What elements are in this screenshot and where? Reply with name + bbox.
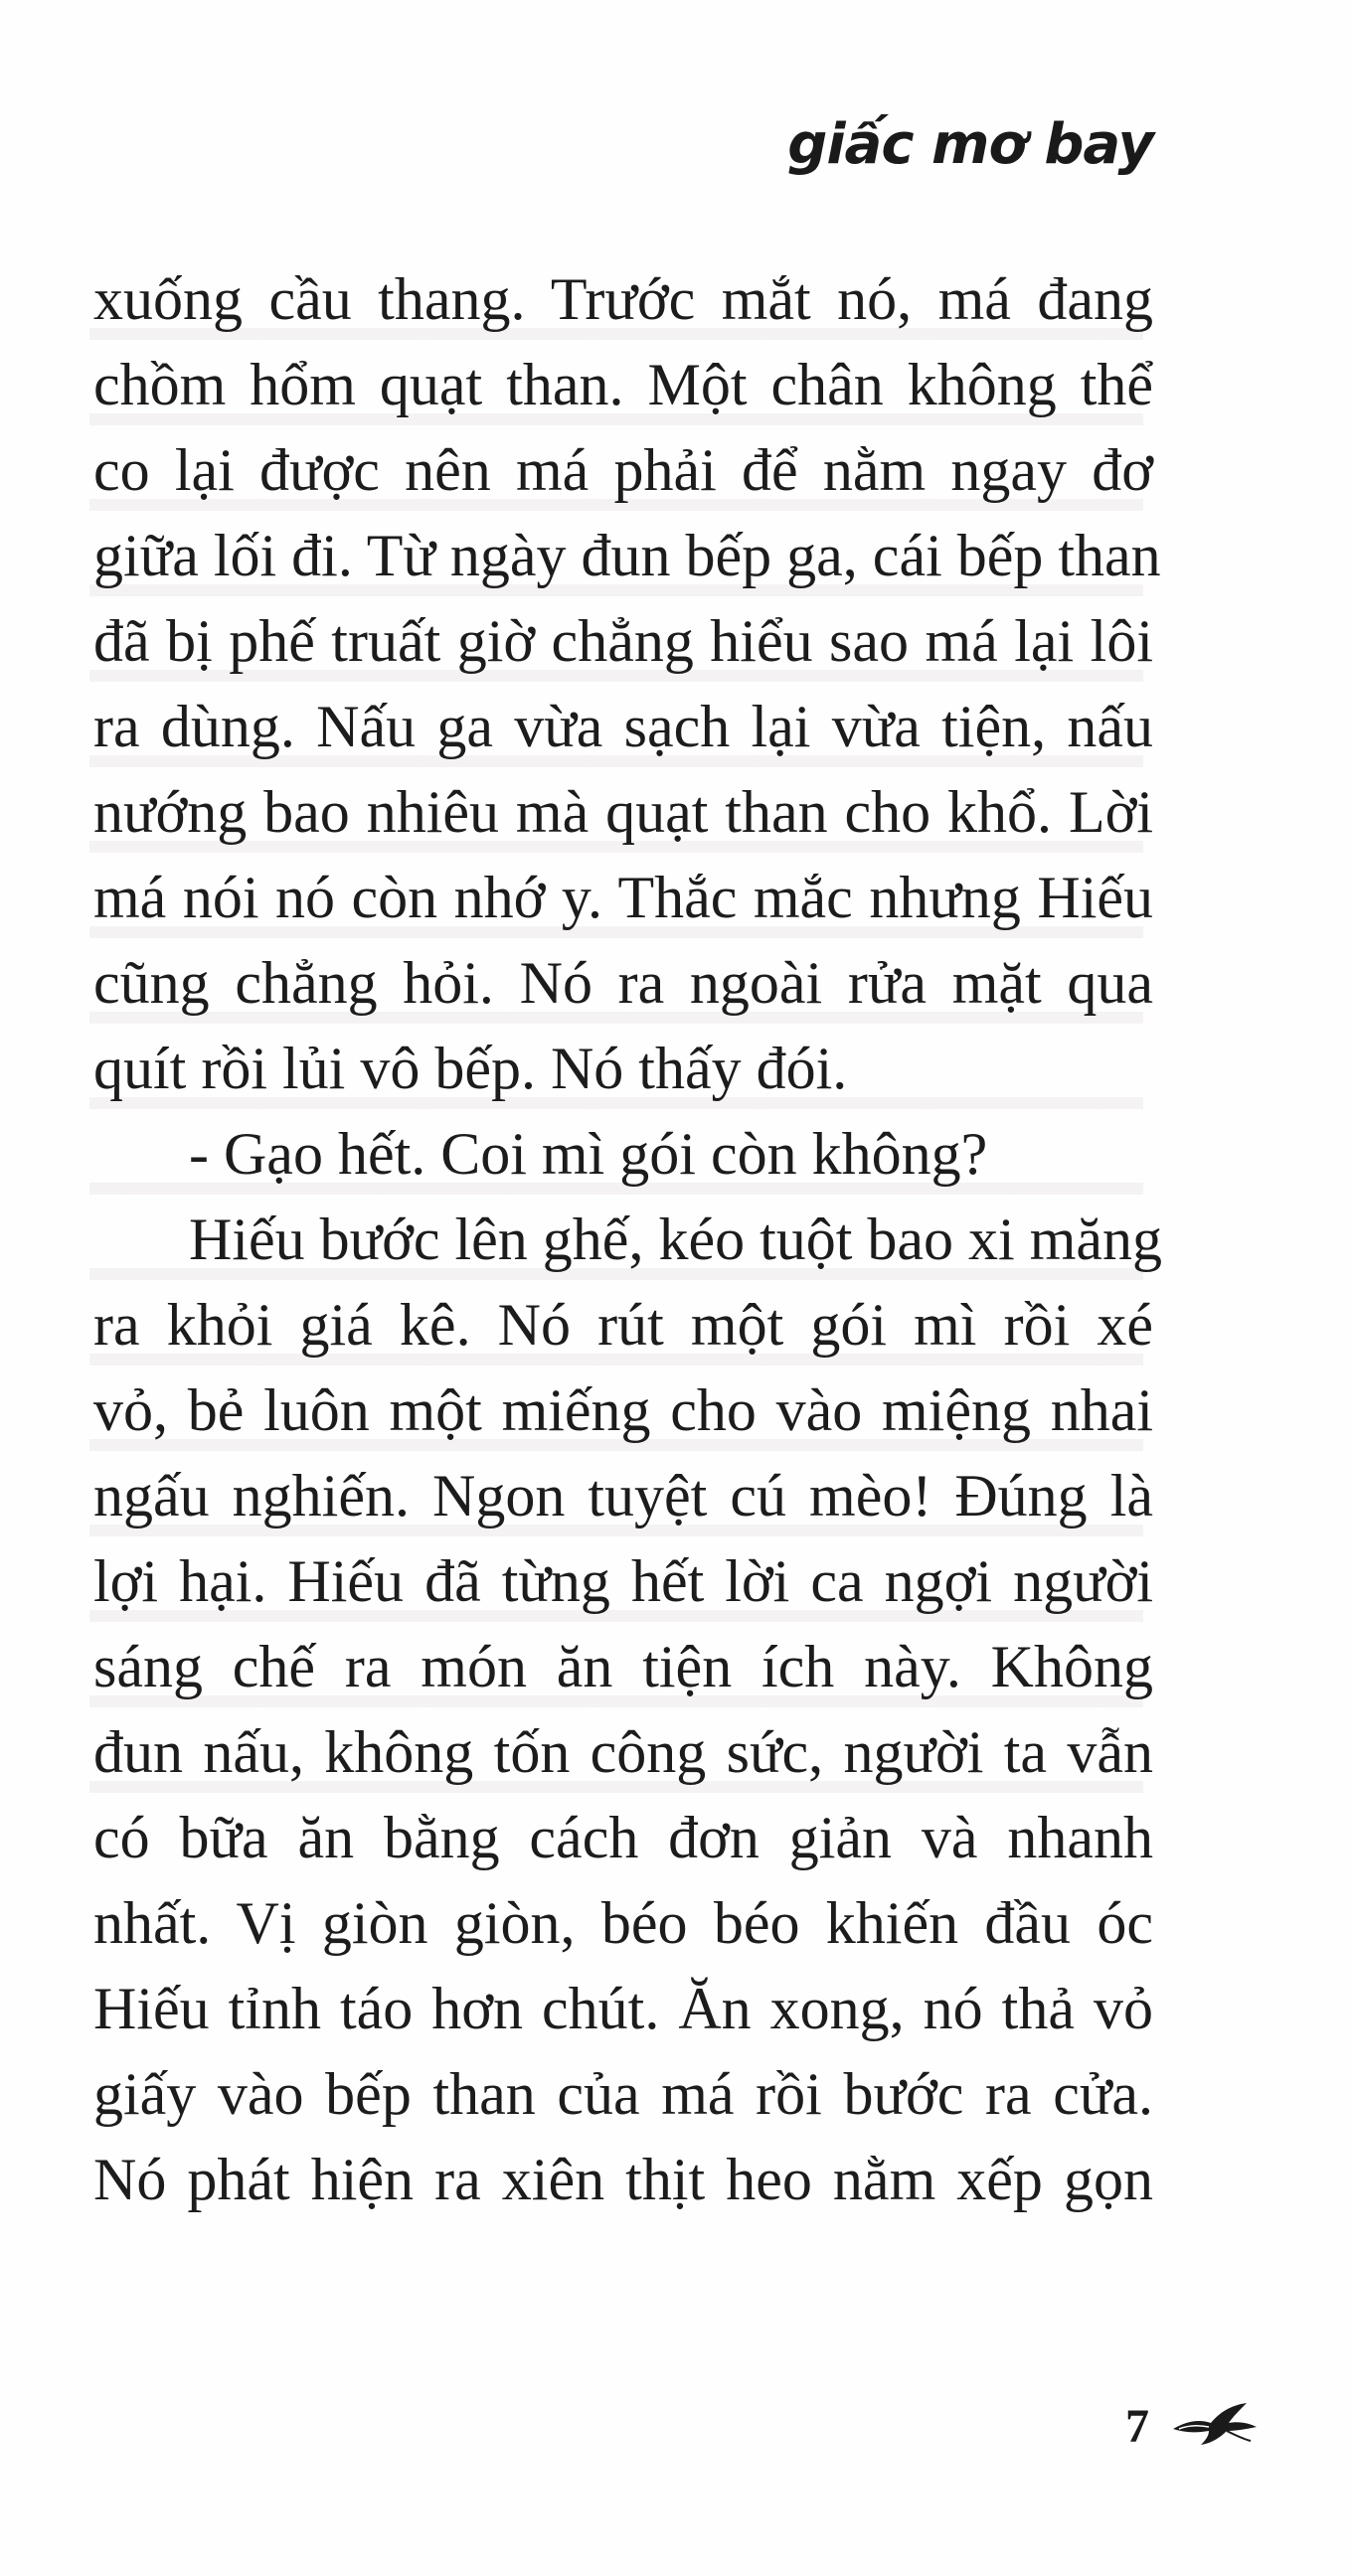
text-line: Hiếu tỉnh táo hơn chút. Ăn xong, nó thả vỏ [93, 1976, 1153, 2041]
text-line: có bữa ăn bằng cách đơn giản và nhanh [93, 1805, 1153, 1870]
text-line: nướng bao nhiêu mà quạt than cho khổ. Lời [93, 779, 1153, 845]
text-line: giữa lối đi. Từ ngày đun bếp ga, cái bếp than [93, 523, 1161, 588]
text-line: ngấu nghiến. Ngon tuyệt cú mèo! Đúng là [93, 1463, 1153, 1529]
text-line: nhất. Vị giòn giòn, béo béo khiến đầu óc [93, 1890, 1153, 1956]
text-line: sáng chế ra món ăn tiện ích này. Không [93, 1634, 1153, 1699]
text-line: lợi hại. Hiếu đã từng hết lời ca ngợi người [93, 1548, 1153, 1614]
text-line: má nói nó còn nhớ y. Thắc mắc nhưng Hiếu [93, 865, 1153, 930]
text-line: chồm hổm quạt than. Một chân không thể [93, 352, 1153, 417]
text-line: xuống cầu thang. Trước mắt nó, má đang [93, 266, 1153, 332]
text-line: cũng chẳng hỏi. Nó ra ngoài rửa mặt qua [93, 950, 1153, 1016]
text-line: giấy vào bếp than của má rồi bước ra cửa. [93, 2061, 1153, 2127]
text-line: đun nấu, không tốn công sức, người ta vẫn [93, 1719, 1153, 1785]
bird-icon [1169, 2399, 1261, 2449]
text-line: quít rồi lủi vô bếp. Nó thấy đói. [93, 1036, 848, 1101]
text-line: vỏ, bẻ luôn một miếng cho vào miệng nhai [93, 1377, 1153, 1443]
text-line: Hiếu bước lên ghế, kéo tuột bao xi măng [189, 1207, 1163, 1272]
text-line: co lại được nên má phải để nằm ngay đơ [93, 437, 1153, 503]
page-number: 7 [1125, 2400, 1149, 2453]
text-line: đã bị phế truất giờ chẳng hiểu sao má lại lôi [93, 608, 1153, 674]
body-text [93, 256, 1163, 2222]
dialogue-line: - Gạo hết. Coi mì gói còn không? [189, 1121, 988, 1187]
running-head-title: giấc mơ bay [787, 112, 1153, 177]
text-line: ra dùng. Nấu ga vừa sạch lại vừa tiện, nấu [93, 694, 1153, 759]
text-line: Nó phát hiện ra xiên thịt heo nằm xếp gọn [93, 2147, 1153, 2212]
text-line: ra khỏi giá kê. Nó rút một gói mì rồi xé [93, 1292, 1153, 1358]
